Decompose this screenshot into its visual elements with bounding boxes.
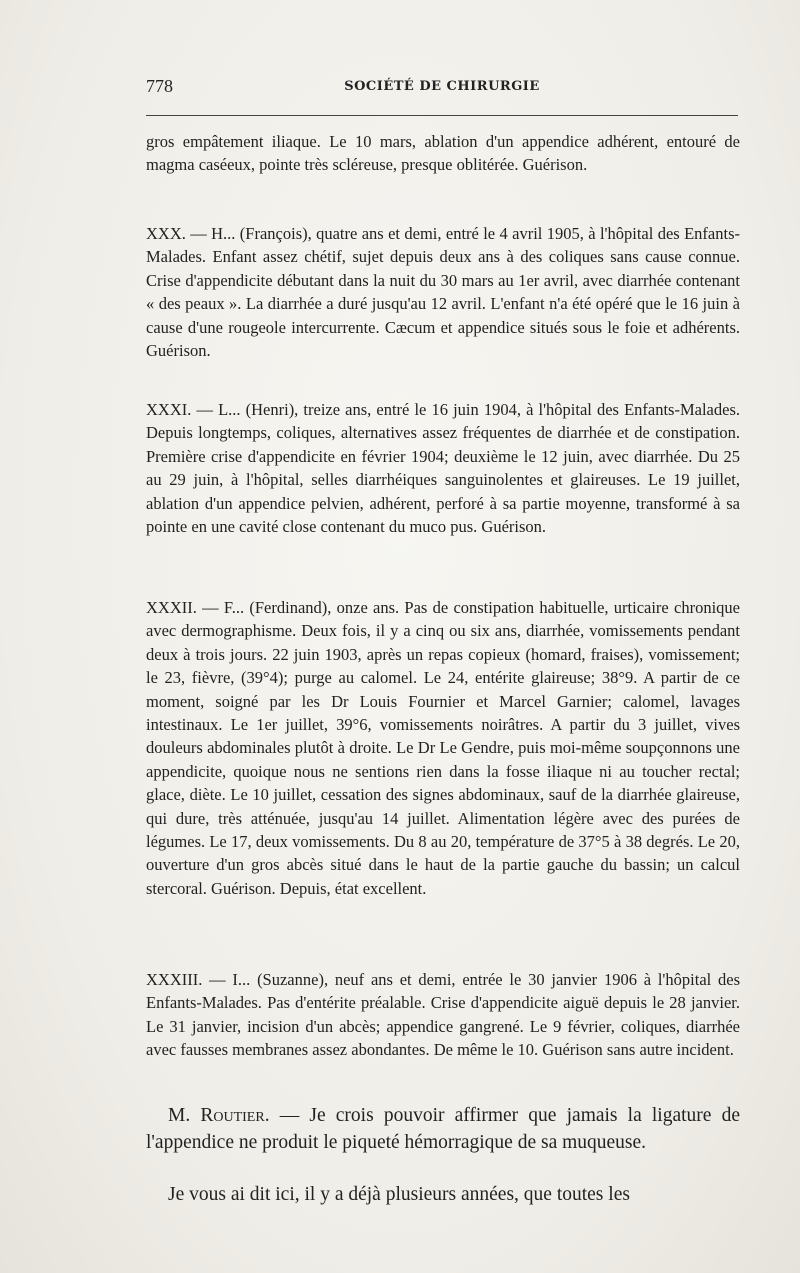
paragraph-continuation: gros empâtement iliaque. Le 10 mars, ablation d'un appendice adhérent, entouré de magma caséeux, pointe très scléreuse, presque oblitérée. Guérison. [146,132,740,175]
page-header [146,76,738,104]
case-xxxii: XXXII. — F... (Ferdinand), onze ans. Pas de constipation habituelle, urticaire chronique avec dermographisme. Deux fois, il y a cinq ou six ans, diarrhée, vomissements pendant deux à trois jours. 22 juin 1903, après un repas copieux (homard, fraises), vomissement; le 23, fièvre, (39°4); purge au calomel. Le 24, entérite glaireuse; 38°9. A partir de ce moment, soigné par les Dr Louis Fournier et Marcel Garnier; calomel, lavages intestinaux. Le 1er juillet, 39°6, vomissements noirâtres. A partir du 3 juillet, vives douleurs abdominales plutôt à droite. Le Dr Le Gendre, puis moi-même soupçonnons une appendicite, quoique nous ne sentions rien dans la fosse iliaque ni au toucher rectal; glace, diète. Le 10 juillet, cessation des signes abdominaux, sauf de la diarrhée glaireuse, qui dure, très atténuée, jusqu'au 14 juillet. Alimentation légère avec des purées de légumes. Le 17, deux vomissements. Du 8 au 20, température de 37°5 à 38 degrés. Le 20, ouverture d'un gros abcès situé dans le haut de la partie gauche du bassin; un calcul stercoral. Guérison. Depuis, état excellent. [146,598,740,898]
page-number: 778 [146,76,173,96]
running-title: SOCIÉTÉ DE CHIRURGIE [344,79,540,94]
routier-remark [146,1103,740,1156]
case-xxxi: XXXI. — L... (Henri), treize ans, entré le 16 juin 1904, à l'hôpital des Enfants-Malades. Depuis longtemps, coliques, alternatives assez fréquentes de diarrhée et de constipation. Première crise d'appendicite en février 1904; deuxième le 12 juin, avec diarrhée. Du 25 au 29 juin, à l'hôpital, selles diarrhéiques sanguinolentes et glaireuses. Le 19 juillet, ablation d'un appendice pelvien, adhérent, perforé à sa partie moyenne, transformé à sa pointe en une cavité close contenant du muco pus. Guérison. [146,400,740,537]
header-rule [146,115,738,116]
remark-text: — Je crois pouvoir affirmer que jamais la ligature de l'appendice ne produit le piqueté hémorragique de sa muqueuse. [146,1105,741,1153]
final-paragraph: Je vous ai dit ici, il y a déjà plusieurs années, que toutes les [168,1184,630,1205]
case-xxx: XXX. — H... (François), quatre ans et demi, entré le 4 avril 1905, à l'hôpital des Enfants-Malades. Enfant assez chétif, sujet depuis deux ans à des coliques sans cause connue. Crise d'appendicite débutant dans la nuit du 30 mars au 1er avril, avec diarrhée contenant « des peaux ». La diarrhée a duré jusqu'au 12 avril. L'enfant n'a été opéré que le 16 juin à cause d'une rougeole intercurrente. Cæcum et appendice situés sous le foie et adhérents. Guérison. [146,224,740,361]
case-xxxiii: XXXIII. — I... (Suzanne), neuf ans et demi, entrée le 30 janvier 1906 à l'hôpital des Enfants-Malades. Pas d'entérite préalable. Crise d'appendicite aiguë depuis le 28 janvier. Le 31 janvier, incision d'un abcès; appendice gangrené. Le 9 février, coliques, diarrhée avec fausses membranes assez abondantes. De même le 10. Guérison sans autre incident. [146,970,740,1060]
speaker-name: M. Routier. [168,1105,270,1126]
